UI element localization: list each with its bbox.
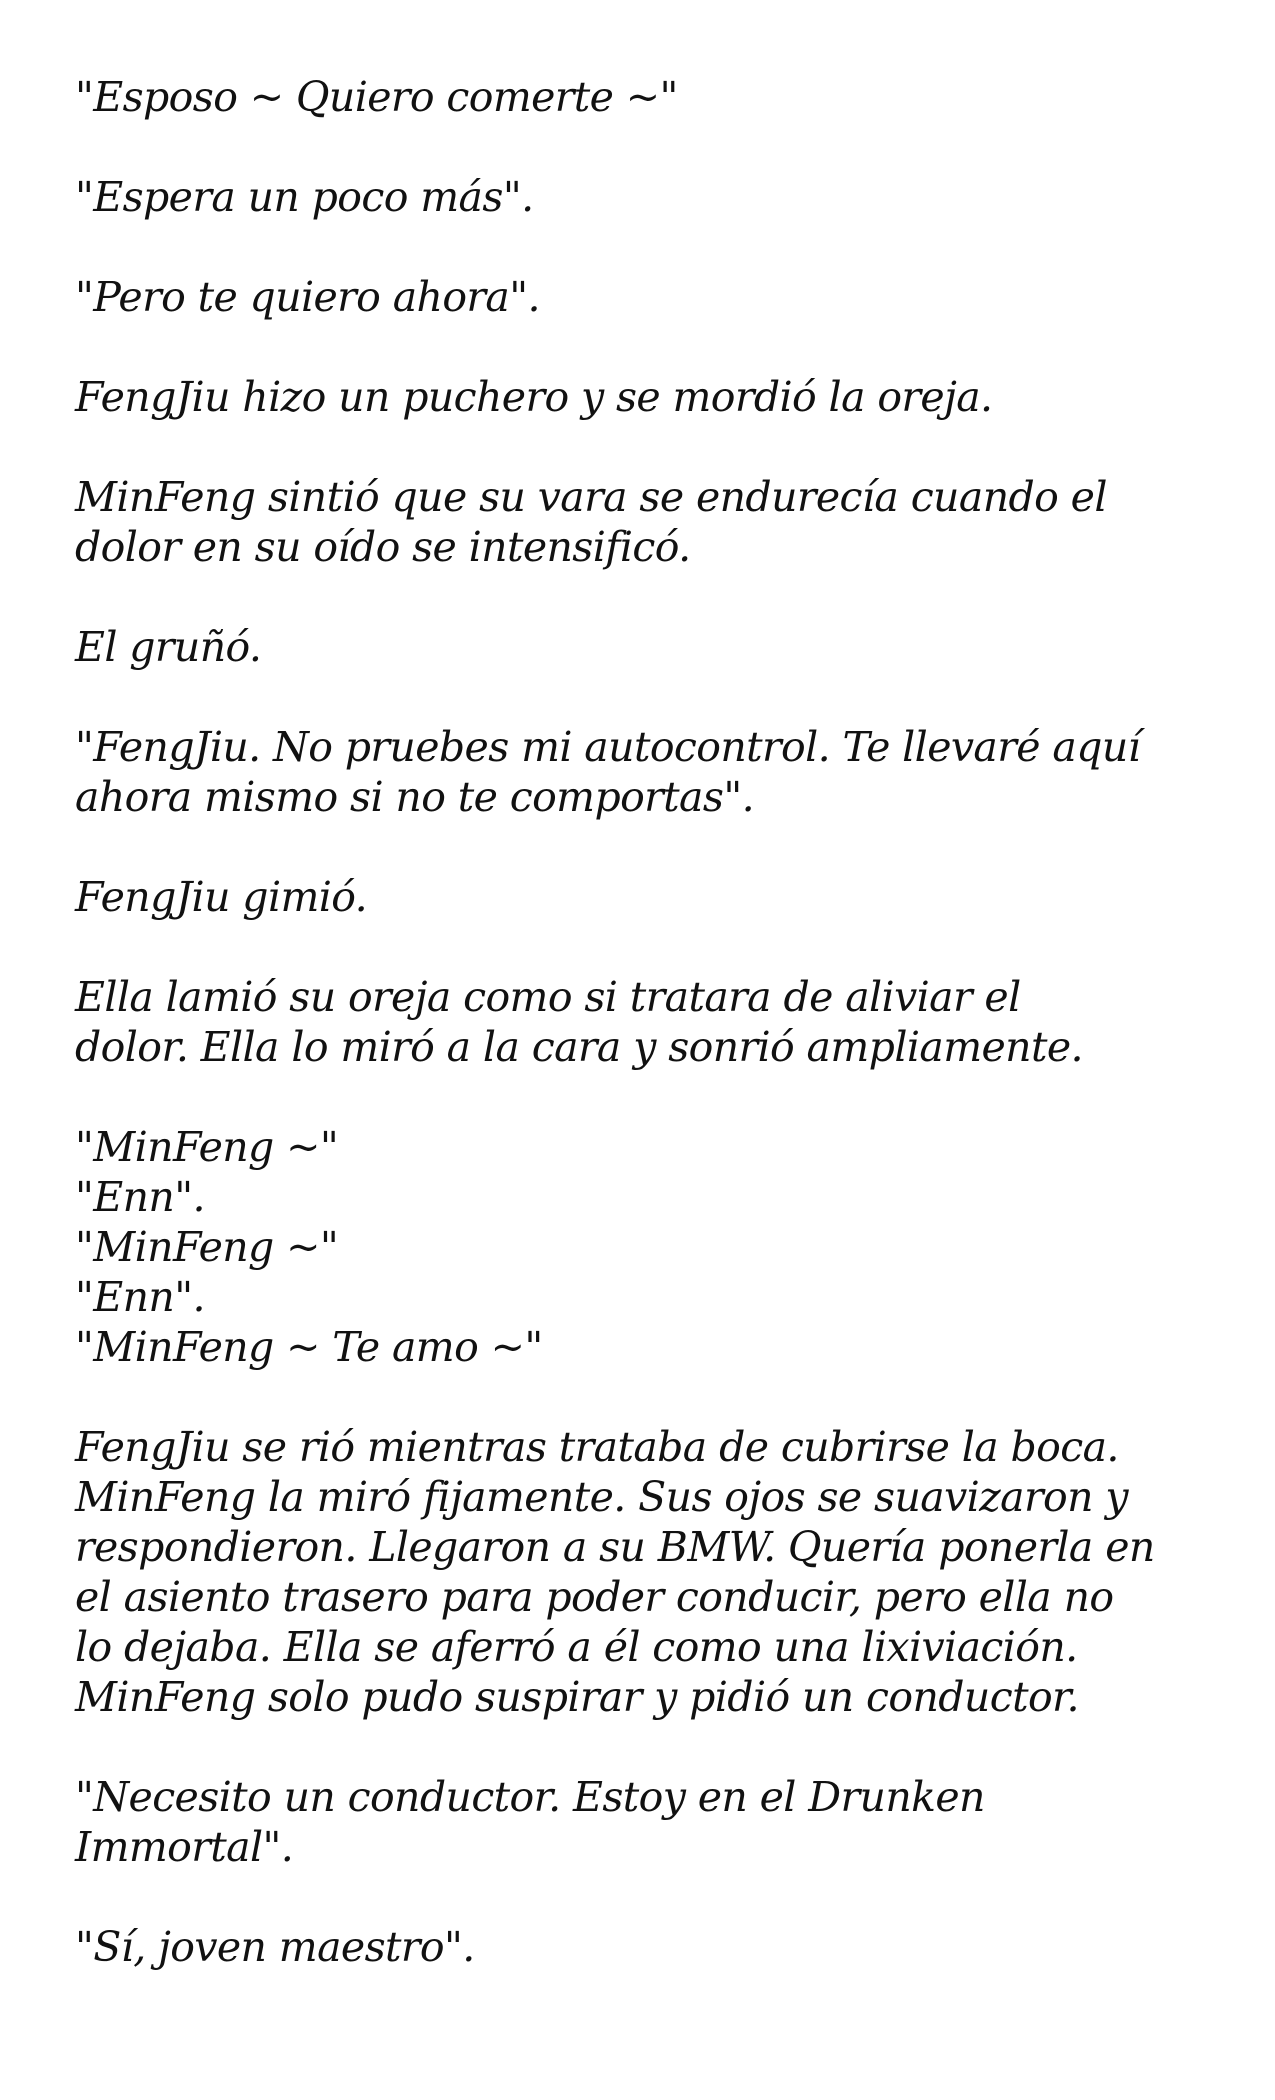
text-line: "MinFeng ~" (75, 1223, 339, 1271)
text-line: "FengJiu. No pruebes mi autocontrol. Te llevaré aquí (75, 723, 1141, 771)
paragraph-6 (75, 622, 1235, 672)
paragraph-4 (75, 372, 1235, 422)
text-line: El gruñó. (75, 623, 262, 671)
paragraph-3 (75, 272, 1235, 322)
text-line: respondieron. Llegaron a su BMW. Quería ponerla en (75, 1523, 1155, 1571)
paragraph-12 (75, 1772, 1235, 1872)
paragraph-8 (75, 872, 1235, 922)
text-line: "Enn". (75, 1273, 205, 1321)
paragraph-7 (75, 722, 1235, 822)
text-line: "Espera un poco más". (75, 173, 534, 221)
text-line: "Necesito un conductor. Estoy en el Drunken (75, 1773, 985, 1821)
text-line: Immortal". (75, 1823, 294, 1871)
text-line: "MinFeng ~ Te amo ~" (75, 1323, 543, 1371)
text-line: ahora mismo si no te comportas". (75, 773, 755, 821)
text-line: FengJiu gimió. (75, 873, 368, 921)
text-line: dolor. Ella lo miró a la cara y sonrió ampliamente. (75, 1023, 1083, 1071)
text-line: MinFeng solo pudo suspirar y pidió un conductor. (75, 1673, 1079, 1721)
paragraph-11 (75, 1422, 1235, 1722)
text-line: el asiento trasero para poder conducir, pero ella no (75, 1573, 1114, 1621)
paragraph-9 (75, 972, 1235, 1072)
text-line: "Pero te quiero ahora". (75, 273, 540, 321)
paragraph-13 (75, 1922, 1235, 1972)
text-line: "Esposo ~ Quiero comerte ~" (75, 73, 678, 121)
text-line: "Sí, joven maestro". (75, 1923, 475, 1971)
text-line: "Enn". (75, 1173, 205, 1221)
paragraph-10 (75, 1122, 1235, 1372)
text-line: lo dejaba. Ella se aferró a él como una lixiviación. (75, 1623, 1078, 1671)
paragraph-5 (75, 472, 1235, 572)
paragraph-1 (75, 72, 1235, 122)
text-line: MinFeng sintió que su vara se endurecía cuando el (75, 473, 1107, 521)
text-line: FengJiu hizo un puchero y se mordió la oreja. (75, 373, 993, 421)
text-line: FengJiu se rió mientras trataba de cubrirse la boca. (75, 1423, 1119, 1471)
text-line: "MinFeng ~" (75, 1123, 339, 1171)
text-line: Ella lamió su oreja como si tratara de aliviar el (75, 973, 1021, 1021)
text-line: MinFeng la miró fijamente. Sus ojos se suavizaron y (75, 1473, 1128, 1521)
text-line: dolor en su oído se intensificó. (75, 523, 691, 571)
paragraph-2 (75, 172, 1235, 222)
